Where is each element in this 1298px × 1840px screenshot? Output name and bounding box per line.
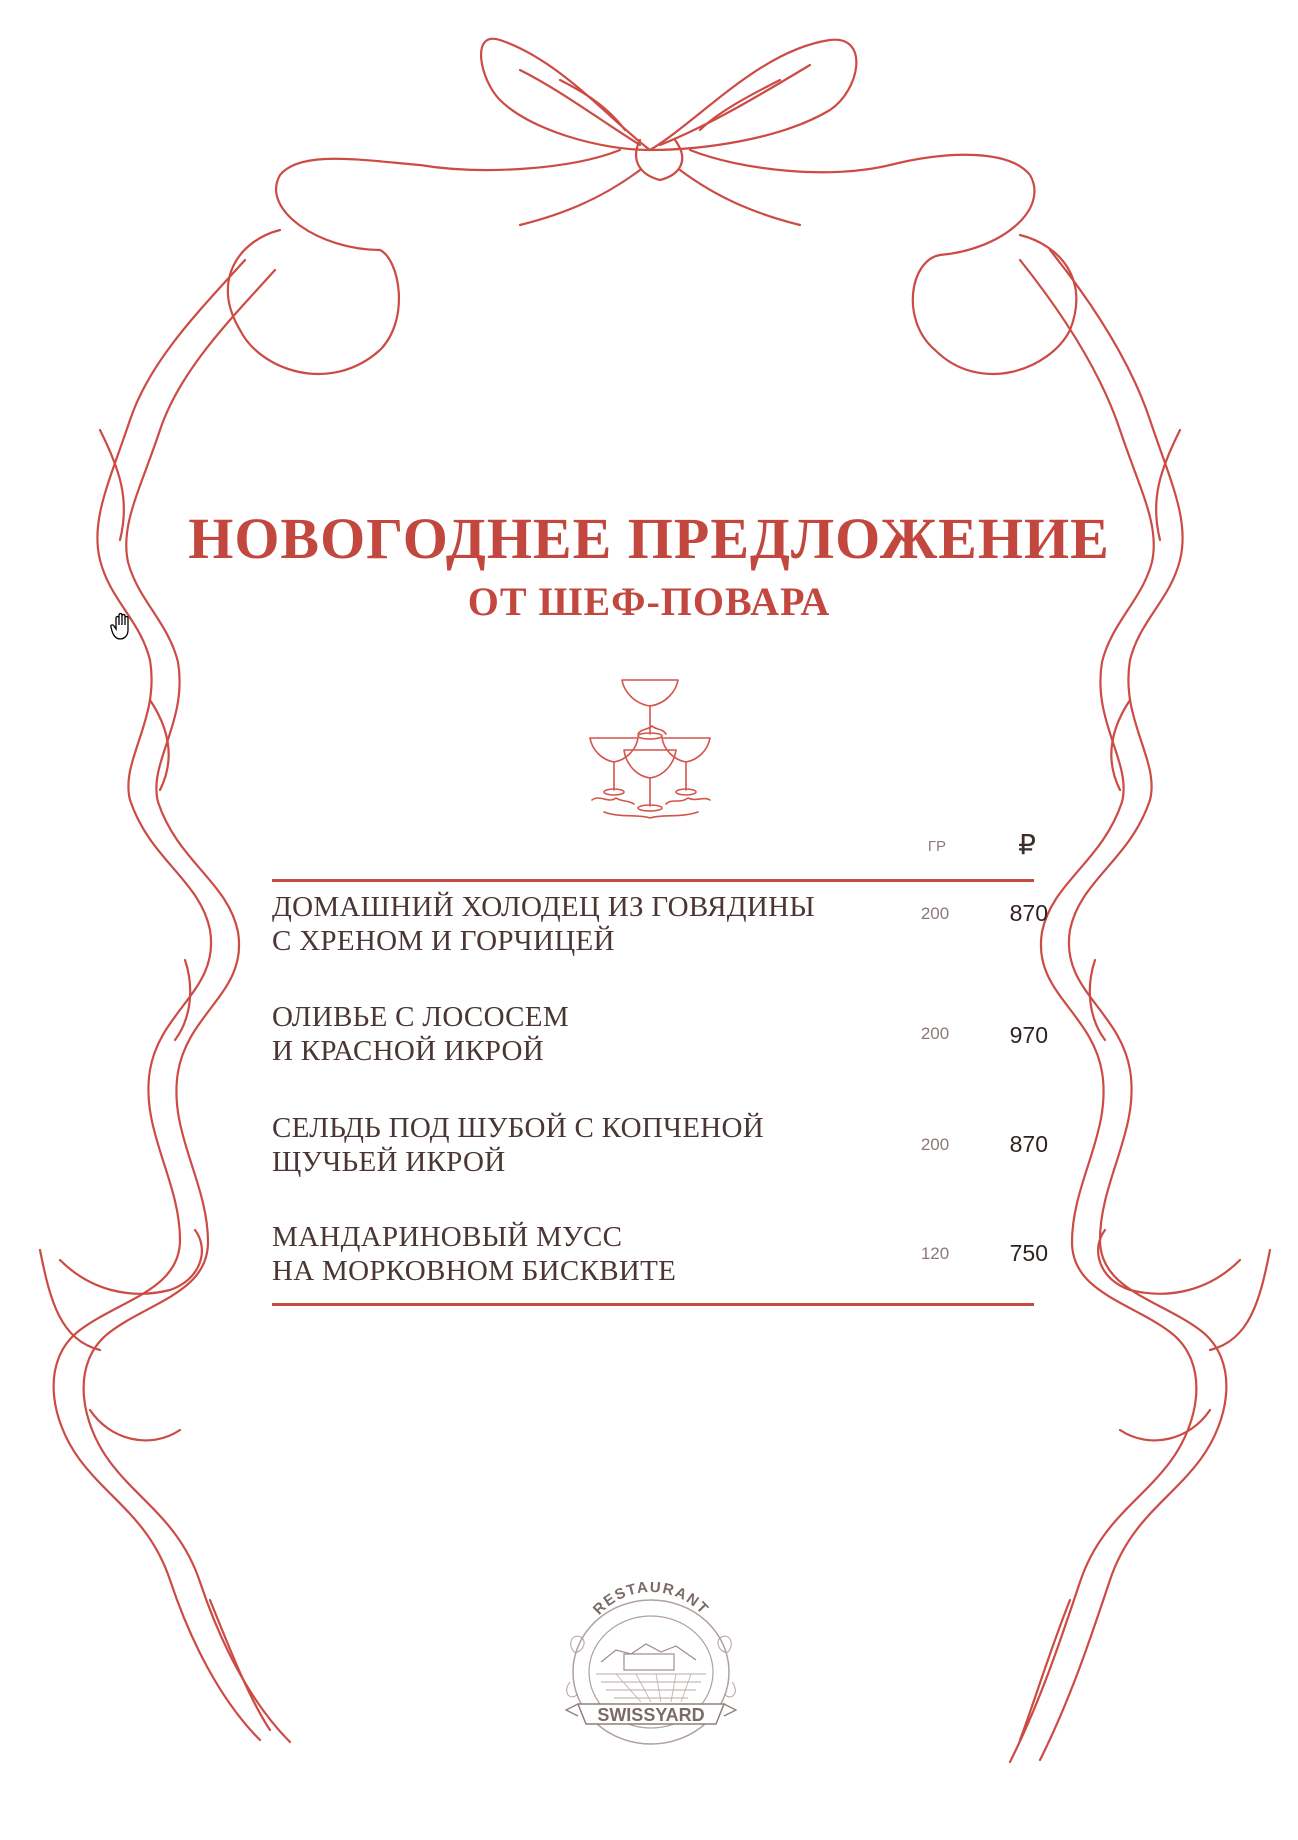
menu-item-name-line1: ОЛИВЬЕ С ЛОСОСЕМ — [272, 1001, 569, 1033]
menu-item-name-line1: ДОМАШНИЙ ХОЛОДЕЦ ИЗ ГОВЯДИНЫ — [272, 891, 815, 923]
menu-item-name-line2: ЩУЧЬЕЙ ИКРОЙ — [272, 1146, 506, 1178]
restaurant-logo-icon — [556, 1582, 746, 1762]
menu-item-name — [272, 1000, 872, 1068]
menu-item-name — [272, 1220, 872, 1288]
menu-item-weight: 200 — [920, 904, 950, 923]
menu-item-weight: 200 — [920, 1024, 950, 1043]
price-column-header: ₽ — [1018, 829, 1036, 860]
menu-item-price: 870 — [1009, 900, 1048, 926]
menu-item — [272, 890, 1048, 970]
menu-item-weight: 200 — [920, 1135, 950, 1154]
menu-item-name-line2: С ХРЕНОМ И ГОРЧИЦЕЙ — [272, 925, 615, 957]
menu-item-name — [272, 890, 872, 958]
page-subtitle: ОТ ШЕФ-ПОВАРА — [467, 579, 831, 624]
menu-item — [272, 1220, 1048, 1300]
logo-bottom-text: SWISSYARD — [597, 1705, 705, 1725]
table-bottom-rule — [272, 1303, 1034, 1306]
menu-item — [272, 1111, 1048, 1191]
menu-item-price: 970 — [1009, 1022, 1048, 1048]
weight-column-header: ГР — [927, 838, 947, 855]
menu-item — [272, 1000, 1048, 1080]
menu-item-name — [272, 1111, 872, 1179]
menu-table — [272, 820, 1048, 1320]
menu-item-name-line2: НА МОРКОВНОМ БИСКВИТЕ — [272, 1255, 677, 1287]
logo-top-text: RESTAURANT — [589, 1582, 713, 1619]
menu-item-name-line2: И КРАСНОЙ ИКРОЙ — [272, 1035, 545, 1067]
menu-item-name-line1: СЕЛЬДЬ ПОД ШУБОЙ С КОПЧЕНОЙ — [272, 1112, 764, 1144]
champagne-tower-icon — [580, 672, 720, 832]
page-title: НОВОГОДНЕЕ ПРЕДЛОЖЕНИЕ — [188, 506, 1110, 571]
table-top-rule — [272, 879, 1034, 882]
menu-item-price: 750 — [1009, 1240, 1048, 1266]
menu-item-weight: 120 — [920, 1244, 950, 1263]
menu-item-name-line1: МАНДАРИНОВЫЙ МУСС — [272, 1221, 623, 1253]
menu-item-price: 870 — [1009, 1131, 1048, 1157]
